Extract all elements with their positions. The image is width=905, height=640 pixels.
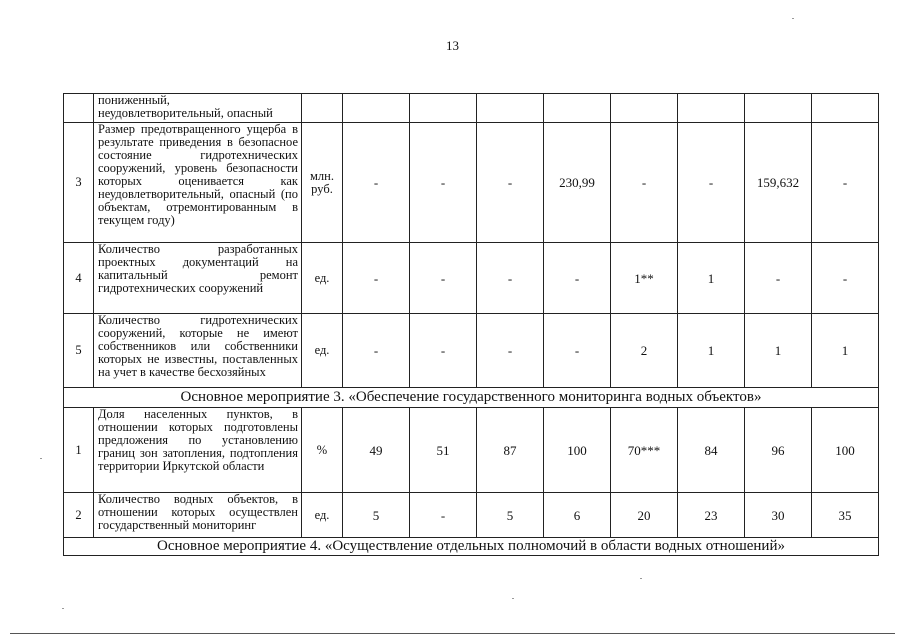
unit-cell xyxy=(302,94,343,123)
value-cell xyxy=(678,94,745,123)
value-cell: 100 xyxy=(544,408,611,493)
value-cell: - xyxy=(410,123,477,243)
table-row xyxy=(64,408,879,493)
value-cell xyxy=(745,94,812,123)
value-cell: - xyxy=(812,243,879,314)
scan-speck xyxy=(640,578,642,579)
value-cell: - xyxy=(812,123,879,243)
value-cell xyxy=(343,94,410,123)
value-cell: 23 xyxy=(678,493,745,538)
value-cell: 84 xyxy=(678,408,745,493)
value-cell: - xyxy=(678,123,745,243)
value-cell: 5 xyxy=(477,493,544,538)
indicators-table xyxy=(63,93,879,556)
value-cell: 87 xyxy=(477,408,544,493)
value-cell: - xyxy=(410,493,477,538)
value-cell xyxy=(611,94,678,123)
value-cell: 100 xyxy=(812,408,879,493)
value-cell xyxy=(410,94,477,123)
unit-cell: млн. руб. xyxy=(302,123,343,243)
value-cell: 5 xyxy=(343,493,410,538)
value-cell xyxy=(544,94,611,123)
unit-cell: ед. xyxy=(302,314,343,388)
value-cell: - xyxy=(343,123,410,243)
scan-speck xyxy=(512,598,514,599)
value-cell: 1 xyxy=(812,314,879,388)
value-cell: 159,632 xyxy=(745,123,812,243)
row-number xyxy=(64,94,94,123)
indicator-name: пониженный, неудовлетворительный, опасный xyxy=(94,94,302,123)
value-cell: 2 xyxy=(611,314,678,388)
section-title: Основное мероприятие 4. «Осуществление отдельных полномочий в области водных отношений» xyxy=(64,538,879,556)
value-cell: - xyxy=(343,243,410,314)
value-cell: - xyxy=(410,314,477,388)
scan-speck xyxy=(40,458,42,459)
value-cell xyxy=(812,94,879,123)
value-cell: - xyxy=(477,314,544,388)
unit-cell: % xyxy=(302,408,343,493)
value-cell: 30 xyxy=(745,493,812,538)
scan-speck xyxy=(62,608,64,609)
value-cell: 35 xyxy=(812,493,879,538)
value-cell: - xyxy=(477,123,544,243)
value-cell: - xyxy=(544,314,611,388)
unit-cell: ед. xyxy=(302,243,343,314)
row-number: 4 xyxy=(64,243,94,314)
value-cell: - xyxy=(611,123,678,243)
value-cell: 1 xyxy=(678,314,745,388)
value-cell: - xyxy=(745,243,812,314)
page-bottom-rule xyxy=(10,633,895,634)
value-cell: 230,99 xyxy=(544,123,611,243)
value-cell: 1 xyxy=(678,243,745,314)
value-cell: - xyxy=(477,243,544,314)
page-number: 13 xyxy=(446,38,459,53)
row-number: 1 xyxy=(64,408,94,493)
unit-cell: ед. xyxy=(302,493,343,538)
table-row xyxy=(64,123,879,243)
indicator-name: Количество разработанных проектных документаций на капитальный ремонт гидротехнических сооружений xyxy=(94,243,302,314)
indicator-name: Количество водных объектов, в отношении которых осуществлен государственный мониторинг xyxy=(94,493,302,538)
value-cell: 49 xyxy=(343,408,410,493)
value-cell: 1 xyxy=(745,314,812,388)
section-header-row xyxy=(64,388,879,408)
value-cell: 70*** xyxy=(611,408,678,493)
value-cell: 6 xyxy=(544,493,611,538)
value-cell: - xyxy=(544,243,611,314)
table-row xyxy=(64,94,879,123)
value-cell: 1** xyxy=(611,243,678,314)
value-cell: - xyxy=(410,243,477,314)
section-title: Основное мероприятие 3. «Обеспечение государственного мониторинга водных объектов» xyxy=(64,388,879,408)
indicator-name: Количество гидротехнических сооружений, которые не имеют собственников или собственники которых не известны, поставленных на учет в качестве бесхозяйных xyxy=(94,314,302,388)
row-number: 5 xyxy=(64,314,94,388)
scan-speck xyxy=(792,18,794,19)
value-cell: 51 xyxy=(410,408,477,493)
table-row xyxy=(64,493,879,538)
value-cell: 20 xyxy=(611,493,678,538)
value-cell: 96 xyxy=(745,408,812,493)
row-number: 3 xyxy=(64,123,94,243)
value-cell xyxy=(477,94,544,123)
value-cell: - xyxy=(343,314,410,388)
table-row xyxy=(64,314,879,388)
table-row xyxy=(64,243,879,314)
section-header-row xyxy=(64,538,879,556)
row-number: 2 xyxy=(64,493,94,538)
indicator-name: Доля населенных пунктов, в отношении которых подготовлены предложения по установлению границ зон затопления, подтопления территории Иркутской области xyxy=(94,408,302,493)
indicator-name: Размер предотвращенного ущерба в результате приведения в безопасное состояние гидротехнических сооружений, уровень безопасности которых оценивается как неудовлетворительный, опасный (по объектам, отремонтированным в текущем году) xyxy=(94,123,302,243)
